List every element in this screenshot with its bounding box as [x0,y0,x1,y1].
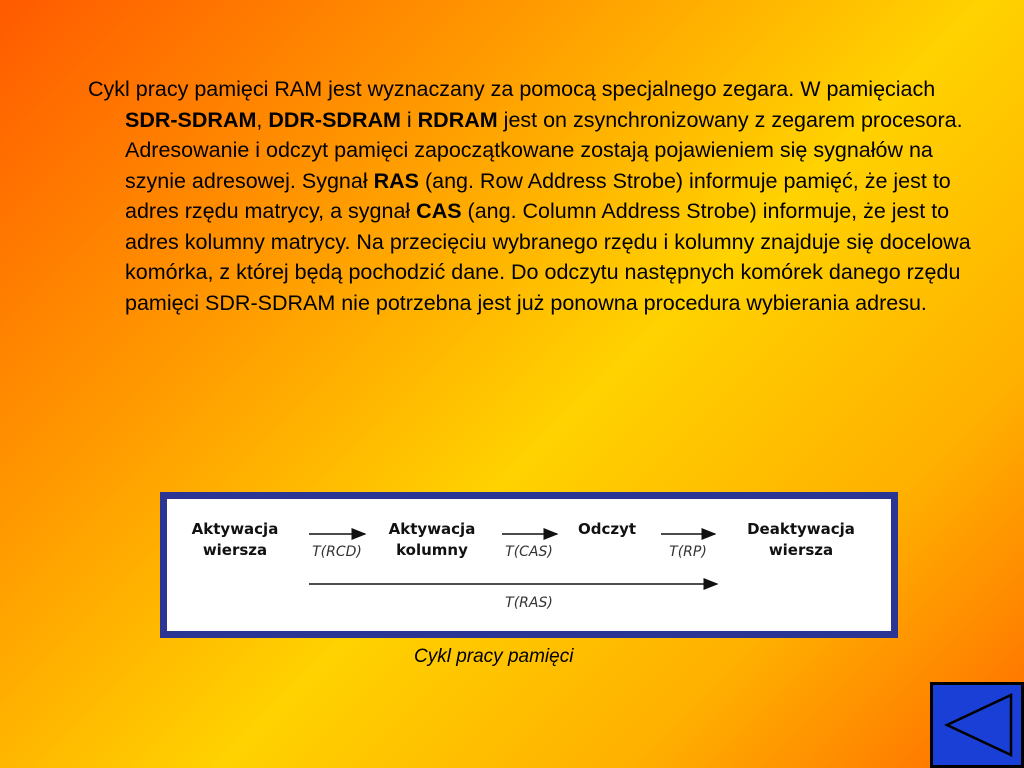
text-run: jest on zsynchronizowany z zegarem procesora. Adresowanie i odczyt pamięci zapoczątkowane zostają pojawieniem się sygnałów na szynie adresowej. Sygnał [125,107,963,193]
term-sdr-sdram: SDR-SDRAM [125,107,257,132]
figure-caption: Cykl pracy pamięci [414,646,574,667]
timing-trcd: T(RCD) [312,544,362,560]
previous-slide-button[interactable] [930,682,1024,768]
term-ras: RAS [373,168,419,193]
stage-column-activation-line1: Aktywacja [388,520,476,538]
text-run: (ang. Row Address Strobe) informuje pamięć, że jest to adres rzędu matrycy, a sygnał [125,168,951,223]
term-cas: CAS [416,199,462,223]
timing-trp: T(RP) [669,544,707,560]
timing-tcas: T(CAS) [505,544,553,560]
text-run: Cykl pracy pamięci RAM jest wyznaczany za pomocą specjalnego zegara. W pamięciach [88,77,936,101]
stage-row-activation-line1: Aktywacja [191,520,279,538]
term-rdram: RDRAM [417,107,498,132]
memory-cycle-diagram [160,492,898,638]
text-run: i [400,107,418,132]
stage-row-deactivation-line1: Deaktywacja [747,520,855,538]
timing-tras: T(RAS) [505,595,553,611]
text-run: , [256,107,269,132]
term-ddr-sdram: DDR-SDRAM [268,107,401,132]
body-paragraph [88,74,985,318]
triangle-left-icon [933,685,1021,765]
stage-column-activation-line2: kolumny [396,541,468,559]
stage-row-deactivation-line2: wiersza [768,541,834,559]
stage-row-activation-line2: wiersza [202,541,268,559]
text-run: (ang. Column Address Strobe) informuje, że jest to adres kolumny matrycy. Na przecięciu wybranego rzędu i kolumny znajduje się docelowa komórka, z której będą pochodzić dane. Do odczytu następnych komórek danego rzędu pamięci SDR-SDRAM nie potrzebna jest już ponowna procedura wybierania adresu. [125,199,971,315]
stage-read: Odczyt [577,520,637,538]
